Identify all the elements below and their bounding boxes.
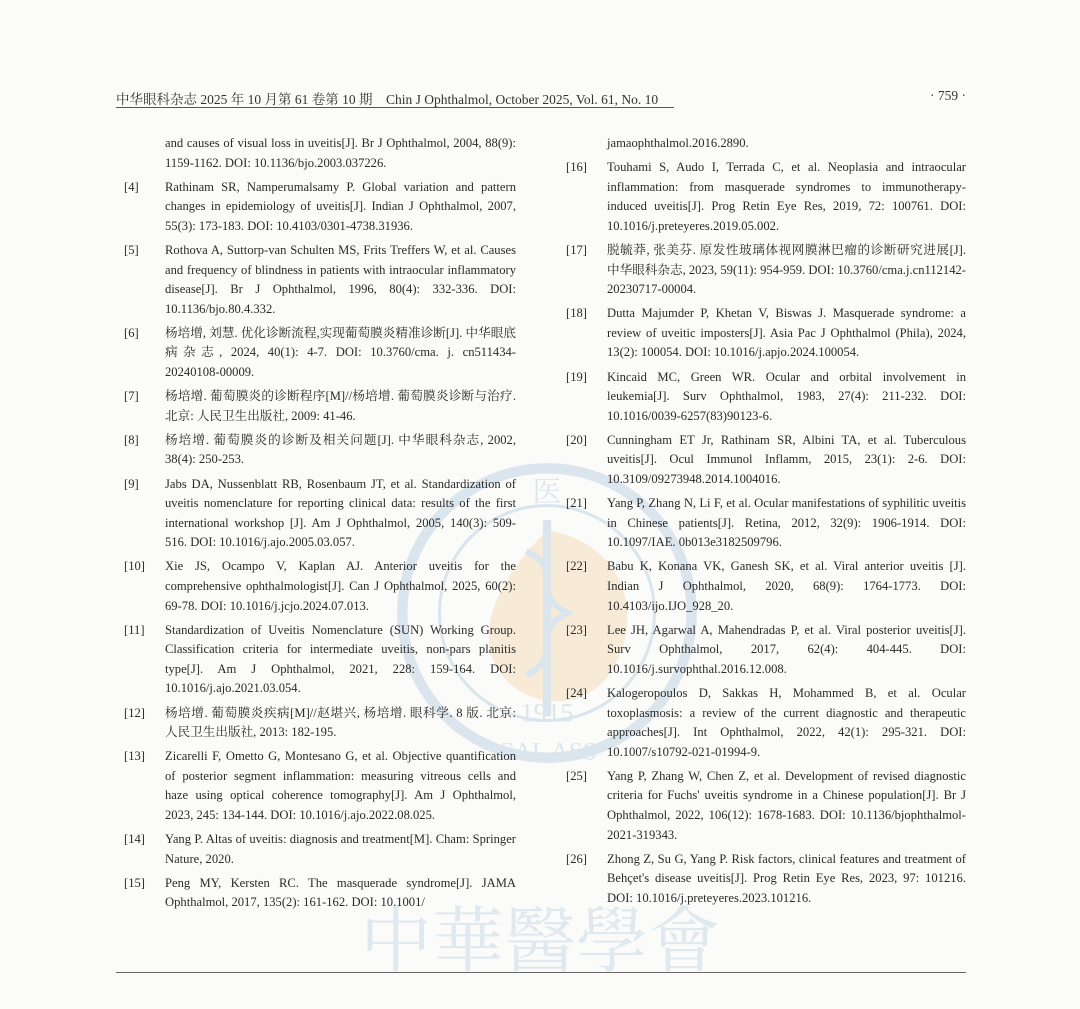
reference-text: 杨培增, 刘慧. 优化诊断流程,实现葡萄膜炎精准诊断[J]. 中华眼底病杂志, 2024, 40(1): 4-7. DOI: 10.3760/cma. j. cn511434-20240108-00009. xyxy=(165,325,516,380)
reference-entry xyxy=(566,134,966,154)
reference-number: [16] xyxy=(566,160,587,175)
reference-entry xyxy=(124,557,516,616)
reference-number: [8] xyxy=(124,432,139,447)
reference-entry xyxy=(566,850,966,909)
reference-text: Babu K, Konana VK, Ganesh SK, et al. Viral anterior uveitis [J]. Indian J Ophthalmol, 2020, 68(9): 1764-1773. DOI: 10.4103/ijo.IJO_928_20. xyxy=(607,559,966,613)
reference-number: [9] xyxy=(124,476,139,491)
reference-number: [15] xyxy=(124,875,145,890)
reference-text: 杨培增. 葡萄膜炎的诊断及相关问题[J]. 中华眼科杂志, 2002, 38(4): 250-253. xyxy=(165,432,516,467)
reference-entry xyxy=(124,387,516,426)
reference-entry xyxy=(124,704,516,743)
reference-number: [20] xyxy=(566,432,587,447)
reference-entry xyxy=(566,494,966,553)
references-right-column xyxy=(566,134,966,913)
reference-number: [5] xyxy=(124,242,139,257)
serpent-symbol xyxy=(526,551,567,675)
reference-entry xyxy=(124,324,516,383)
reference-text: Yang P, Zhang W, Chen Z, et al. Development of revised diagnostic criteria for Fuchs' uveitis syndrome in a Chinese population[J]. Br J Ophthalmol, 2022, 106(12): 1678-1683. DOI: 10.1136/bjophthalmol-2021-319343. xyxy=(607,768,966,842)
references-left-column xyxy=(124,134,516,917)
reference-number: [24] xyxy=(566,685,587,700)
reference-entry xyxy=(566,684,966,762)
reference-text: Lee JH, Agarwal A, Mahendradas P, et al. Viral posterior uveitis[J]. Surv Ophthalmol, 2017, 62(4): 404-445. DOI: 10.1016/j.survophthal.2016.12.008. xyxy=(607,622,966,676)
reference-number: [21] xyxy=(566,496,587,511)
header-rule xyxy=(116,107,674,108)
journal-citation-header: 中华眼科杂志 2025 年 10 月第 61 卷第 10 期 Chin J Ophthalmol, October 2025, Vol. 61, No. 10 xyxy=(116,92,659,107)
reference-number: [10] xyxy=(124,559,145,574)
reference-number: [11] xyxy=(124,622,145,637)
reference-entry xyxy=(124,747,516,825)
reference-number: [26] xyxy=(566,851,587,866)
reference-number: [19] xyxy=(566,369,587,384)
page-number: · 759 · xyxy=(930,88,966,103)
reference-entry xyxy=(124,431,516,470)
reference-entry xyxy=(124,178,516,237)
reference-entry xyxy=(124,830,516,869)
reference-entry xyxy=(124,134,516,173)
reference-text: 杨培增. 葡萄膜炎疾病[M]//赵堪兴, 杨培增. 眼科学. 8 版. 北京: 人民卫生出版社, 2013: 182-195. xyxy=(165,705,516,740)
reference-number: [14] xyxy=(124,832,145,847)
reference-text: Kalogeropoulos D, Sakkas H, Mohammed B, et al. Ocular toxoplasmosis: a review of the current diagnostic and therapeutic approaches[J]. Int Ophthalmol, 2022, 42(1): 295-321. DOI: 10.1007/s10792-021-01994-9. xyxy=(607,685,966,759)
reference-text: Zicarelli F, Ometto G, Montesano G, et al. Objective quantification of posterior segment inflammation: measuring vitreous cells and haze using optical coherence tomography[J]. Am J Ophthalmol, 2023, 245: 134-144. DOI: 10.1016/j.ajo.2022.08.025. xyxy=(165,749,516,822)
reference-entry xyxy=(566,158,966,236)
reference-entry xyxy=(566,767,966,845)
reference-text: Jabs DA, Nussenblatt RB, Rosenbaum JT, et al. Standardization of uveitis nomenclature for reporting clinical data: results of the first international workshop [J]. Am J Ophthalmol, 2005, 140(3): 509-516. DOI: 10.1016/j.ajo.2005.03.057. xyxy=(165,476,516,550)
reference-text: Dutta Majumder P, Khetan V, Biswas J. Masquerade syndrome: a review of uveitic imposters[J]. Asia Pac J Ophthalmol (Phila), 2024, 13(2): 100054. DOI: 10.1016/j.apjo.2024.100054. xyxy=(607,306,966,360)
reference-text: Zhong Z, Su G, Yang P. Risk factors, clinical features and treatment of Behçet's disease uveitis[J]. Prog Retin Eye Res, 2023, 97: 101216. DOI: 10.1016/j.preteyeres.2023.101216. xyxy=(607,851,966,905)
reference-number: [4] xyxy=(124,179,139,194)
reference-entry xyxy=(124,621,516,699)
reference-text: 杨培增. 葡萄膜炎的诊断程序[M]//杨培增. 葡萄膜炎诊断与治疗. 北京: 人民卫生出版社, 2009: 41-46. xyxy=(165,389,516,423)
reference-text: Touhami S, Audo I, Terrada C, et al. Neoplasia and intraocular inflammation: from masquerade syndromes to immunotherapy-induced uveitis[J]. Prog Retin Eye Res, 2019, 72: 100761. DOI: 10.1016/j.preteyeres.2019.05.002. xyxy=(607,160,966,233)
reference-text: Yang P, Zhang N, Li F, et al. Ocular manifestations of syphilitic uveitis in Chinese patients[J]. Retina, 2012, 32(9): 1906-1914. DOI: 10.1097/IAE. 0b013e3182509796. xyxy=(607,496,966,550)
reference-text: Xie JS, Ocampo V, Kaplan AJ. Anterior uveitis for the comprehensive ophthalmologist[J]. Can J Ophthalmol, 2025, 60(2): 69-78. DOI: 10.1016/j.jcjo.2024.07.013. xyxy=(165,559,516,613)
reference-number: [18] xyxy=(566,306,587,321)
reference-text: Rathinam SR, Namperumalsamy P. Global variation and pattern changes in epidemiology of uveitis[J]. Indian J Ophthalmol, 2007, 55(3): 173-183. DOI: 10.4103/0301-4738.31936. xyxy=(165,179,516,233)
reference-text: Standardization of Uveitis Nomenclature (SUN) Working Group. Classification criteria for intermediate uveitis, non-pars planitis type[J]. Am J Ophthalmol, 2021, 228: 159-164. DOI: 10.1016/j.ajo.2021.03.054. xyxy=(165,622,516,696)
reference-text: 脱毓莽, 张美芬. 原发性玻璃体视网膜淋巴瘤的诊断研究进展[J]. 中华眼科杂志, 2023, 59(11): 954-959. DOI: 10.3760/cma.j.cn112142-20230717-00004. xyxy=(607,242,966,297)
reference-entry xyxy=(124,475,516,553)
reference-text: Rothova A, Suttorp-van Schulten MS, Frits Treffers W, et al. Causes and frequency of blindness in patients with intraocular inflammatory disease[J]. Br J Ophthalmol, 1996, 80(4): 332-336. DOI: 10.1136/bjo.80.4.332. xyxy=(165,242,516,316)
reference-number: [25] xyxy=(566,768,587,783)
reference-entry xyxy=(566,431,966,490)
reference-text: Cunningham ET Jr, Rathinam SR, Albini TA, et al. Tuberculous uveitis[J]. Ocul Immunol Inflamm, 2015, 23(1): 2-6. DOI: 10.3109/09273948.2014.1004016. xyxy=(607,432,966,486)
reference-entry xyxy=(124,874,516,913)
reference-text: jamaophthalmol.2016.2890. xyxy=(607,136,749,150)
reference-text: Peng MY, Kersten RC. The masquerade syndrome[J]. JAMA Ophthalmol, 2017, 135(2): 161-162. DOI: 10.1001/ xyxy=(165,875,516,910)
reference-number: [23] xyxy=(566,622,587,637)
reference-number: [12] xyxy=(124,705,145,720)
reference-entry xyxy=(566,368,966,427)
reference-text: and causes of visual loss in uveitis[J]. Br J Ophthalmol, 2004, 88(9): 1159-1162. DOI: 10.1136/bjo.2003.037226. xyxy=(165,136,516,170)
reference-number: [6] xyxy=(124,325,139,340)
seal-year: 1915 xyxy=(520,697,574,728)
reference-entry xyxy=(566,621,966,680)
seal-bottom-text: CAL ASS xyxy=(497,738,597,766)
reference-number: [13] xyxy=(124,749,145,764)
reference-number: [17] xyxy=(566,242,587,257)
reference-entry xyxy=(566,557,966,616)
calligraphy-text: 中華醫學會 xyxy=(359,900,721,980)
seal-top-text: 医 xyxy=(532,476,562,509)
reference-number: [22] xyxy=(566,559,587,574)
reference-text: Kincaid MC, Green WR. Ocular and orbital involvement in leukemia[J]. Surv Ophthalmol, 1983, 27(4): 211-232. DOI: 10.1016/0039-6257(83)90123-6. xyxy=(607,369,966,423)
reference-number: [7] xyxy=(124,389,139,404)
reference-entry xyxy=(566,304,966,363)
reference-entry xyxy=(124,241,516,319)
reference-entry xyxy=(566,241,966,300)
footer-rule xyxy=(116,972,966,973)
reference-text: Yang P. Altas of uveitis: diagnosis and treatment[M]. Cham: Springer Nature, 2020. xyxy=(165,832,516,866)
running-header xyxy=(116,88,966,108)
